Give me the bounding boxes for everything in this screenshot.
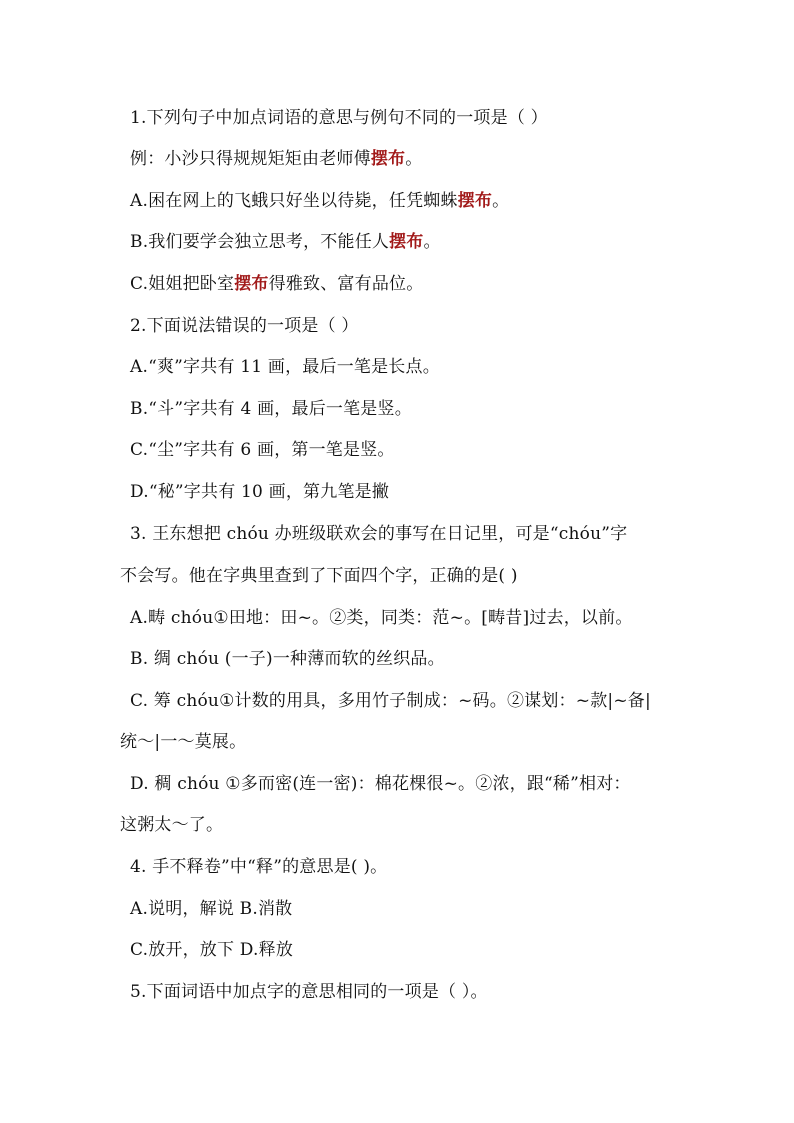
- text-line-q4-ab: [130, 899, 710, 919]
- line-text: C.姐姐把卧室: [130, 274, 235, 294]
- text-line-q2-b: [130, 399, 710, 419]
- highlighted-word: 摆布: [389, 232, 424, 252]
- line-text: A.困在网上的飞蛾只好坐以待毙，任凭蜘蛛: [130, 191, 458, 211]
- line-text: D. 稠 chóu ①多而密(连一密)：棉花棵很~。②浓，跟“稀”相对：: [130, 774, 631, 794]
- line-text: 统～|一～莫展。: [120, 732, 247, 752]
- text-line-q2-d: [130, 482, 710, 502]
- line-text: 。: [492, 191, 510, 211]
- line-text: 得雅致、富有品位。: [268, 274, 424, 294]
- text-line-q1: [130, 108, 710, 128]
- line-text: 1.下列句子中加点词语的意思与例句不同的一项是（ ）: [130, 108, 548, 128]
- text-line-q4: [130, 857, 710, 877]
- line-text: B. 绸 chóu (一子)一种薄而软的丝织品。: [130, 649, 445, 669]
- text-line-q1-example: [130, 149, 710, 169]
- line-text: C. 筹 chóu①计数的用具，多用竹子制成：~码。②谋划：~款|~备|: [130, 691, 651, 711]
- line-text: B.“斗”字共有 4 画，最后一笔是竖。: [130, 399, 412, 419]
- line-text: 这粥太～了。: [120, 815, 224, 835]
- text-line-q2-a: [130, 357, 710, 377]
- line-text: 4. 手不释卷”中“释”的意思是( )。: [130, 857, 388, 877]
- text-line-q3-cont: [120, 566, 700, 586]
- line-text: B.我们要学会独立思考，不能任人: [130, 232, 390, 252]
- line-text: 例：小沙只得规规矩矩由老师傅: [130, 149, 371, 169]
- line-text: C.“尘”字共有 6 画，第一笔是竖。: [130, 440, 395, 460]
- line-text: A.说明，解说 B.消散: [130, 899, 293, 919]
- line-text: 2.下面说法错误的一项是（ ）: [130, 316, 359, 336]
- highlighted-word: 摆布: [234, 274, 269, 294]
- text-line-q5: [130, 982, 710, 1002]
- text-line-q3-c: [130, 691, 710, 711]
- text-line-q2: [130, 316, 710, 336]
- line-text: 5.下面词语中加点字的意思相同的一项是（ ）。: [130, 982, 488, 1002]
- line-text: A.“爽”字共有 11 画，最后一笔是长点。: [130, 357, 440, 377]
- line-text: 。: [405, 149, 423, 169]
- text-line-q4-cd: [130, 940, 710, 960]
- line-text: C.放开，放下 D.释放: [130, 940, 294, 960]
- line-text: D.“秘”字共有 10 画，第九笔是撇: [130, 482, 390, 502]
- text-line-q2-c: [130, 440, 710, 460]
- line-text: 不会写。他在字典里查到了下面四个字，正确的是( ): [120, 566, 518, 586]
- text-line-q3: [130, 524, 710, 544]
- text-line-q1-b: [130, 232, 710, 252]
- text-line-q3-d: [130, 774, 710, 794]
- text-line-q3-b: [130, 649, 710, 669]
- text-line-q3-c-cont: [120, 732, 700, 752]
- text-line-q1-a: [130, 191, 710, 211]
- line-text: A.畴 chóu①田地：田~。②类，同类：范~。[畴昔]过去，以前。: [130, 608, 633, 628]
- highlighted-word: 摆布: [370, 149, 406, 169]
- line-text: 。: [423, 232, 441, 252]
- text-line-q3-a: [130, 608, 710, 628]
- text-line-q1-c: [130, 274, 710, 294]
- highlighted-word: 摆布: [457, 191, 493, 211]
- text-line-q3-d-cont: [120, 815, 700, 835]
- line-text: 3. 王东想把 chóu 办班级联欢会的事写在日记里，可是“chóu”字: [130, 524, 628, 544]
